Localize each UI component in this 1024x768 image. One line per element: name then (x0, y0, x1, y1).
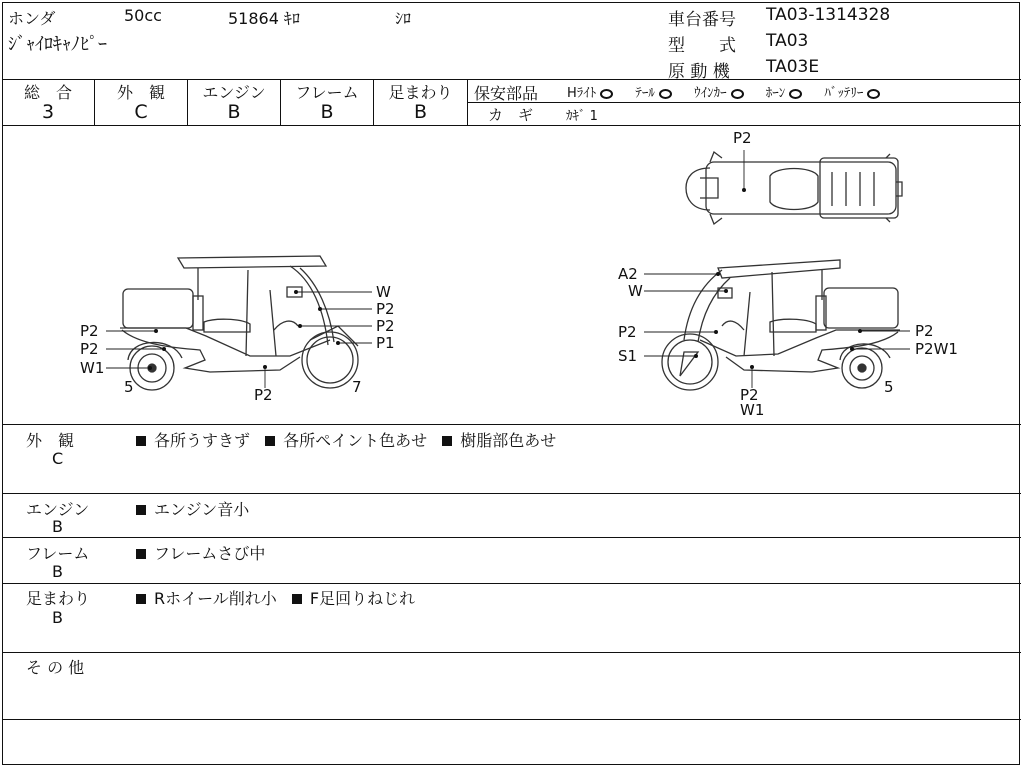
right-label-w1: W1 (740, 401, 765, 419)
left-label-p2-e: P2 (254, 386, 273, 404)
bullet-square-icon (265, 436, 275, 446)
safety-item-headlight: Hﾗｲﾄ (567, 82, 613, 101)
grade-frame-value: B (320, 101, 334, 123)
safety-item-winker: ｳｲﾝｶｰ (694, 82, 744, 101)
remark-frame-category: フレーム (26, 544, 90, 563)
bullet-square-icon (136, 594, 146, 604)
bullet-square-icon (136, 549, 146, 559)
left-label-p2-a: P2 (376, 300, 395, 318)
left-label-7: 7 (352, 378, 362, 396)
right-label-p2w1: P2W1 (915, 340, 958, 358)
grade-engine-label: エンジン (202, 83, 266, 102)
remark-engine-grade: B (52, 517, 63, 536)
model-name: ｼﾞｬｲﾛｷｬﾉﾋﾟｰ (8, 34, 107, 55)
grade-overall-label: 総 合 (23, 83, 72, 102)
remark-suspension-grade: B (52, 608, 63, 627)
top-view (686, 152, 902, 224)
top-label-p2: P2 (733, 129, 752, 147)
bullet-square-icon (136, 436, 146, 446)
left-label-w1: W1 (80, 359, 105, 377)
grade-suspension-value: B (413, 101, 428, 123)
remark-frame-grade: B (52, 562, 63, 581)
left-label-w: W (376, 283, 391, 301)
left-label-p2-b: P2 (376, 317, 395, 335)
remark-exterior-category: 外 観 (26, 431, 75, 450)
right-label-w: W (628, 282, 643, 300)
engine-value: TA03E (766, 57, 820, 77)
safety-item-battery: ﾊﾞｯﾃﾘｰ (824, 82, 880, 101)
maker: ホンダ (8, 9, 56, 28)
grade-frame-label: フレーム (295, 83, 359, 102)
right-label-s1: S1 (618, 347, 638, 365)
remark-suspension-category: 足まわり (26, 589, 91, 608)
left-label-p1: P1 (376, 334, 395, 352)
remark-frame-items: フレームさび中 (136, 541, 265, 564)
safety-item-horn: ﾎｰﾝ (766, 82, 803, 101)
safety-label: 保安部品 (474, 84, 539, 103)
right-label-p2-b: P2 (915, 322, 934, 340)
right-label-5: 5 (884, 378, 894, 396)
safety-item-tail: ﾃｰﾙ (635, 82, 672, 101)
remark-engine-category: エンジン (26, 500, 90, 519)
remark-suspension-items: Rホイール削れ小 F足回りねじれ (136, 586, 415, 609)
bullet-square-icon (136, 505, 146, 515)
remark-exterior-items: 各所うすきず 各所ペイント色あせ 樹脂部色あせ (136, 428, 556, 451)
remark-engine-items: エンジン音小 (136, 497, 249, 520)
left-label-p2-c: P2 (80, 322, 99, 340)
displacement: 50cc (124, 6, 162, 25)
body-color: ｼﾛ (395, 9, 412, 28)
mileage: 51864 ｷﾛ (228, 9, 300, 28)
right-label-p2-c: P2 (740, 386, 759, 404)
grade-suspension-label: 足まわり (388, 83, 453, 102)
left-label-p2-d: P2 (80, 340, 99, 358)
left-side-view (120, 256, 358, 390)
left-label-5: 5 (124, 378, 134, 396)
type-value: TA03 (766, 31, 809, 51)
grade-overall-value: 3 (41, 101, 55, 123)
grade-exterior-value: C (134, 101, 148, 123)
remark-exterior-grade: C (52, 449, 64, 468)
frame-no-label: 車台番号 (668, 10, 736, 30)
key-label: カ ギ (488, 106, 534, 124)
grade-exterior-label: 外 観 (116, 83, 165, 102)
bullet-square-icon (442, 436, 452, 446)
bullet-square-icon (292, 594, 302, 604)
right-label-p2-a: P2 (618, 323, 637, 341)
remark-other-category: そ の 他 (26, 658, 85, 677)
grade-engine-value: B (227, 101, 241, 123)
key-value: ｶｷﾞ 1 (566, 109, 598, 124)
right-label-a2: A2 (618, 265, 638, 283)
type-label: 型 式 (668, 36, 736, 56)
engine-label: 原 動 機 (668, 62, 730, 82)
right-side-view (662, 260, 900, 390)
frame-no: TA03-1314328 (766, 5, 891, 25)
